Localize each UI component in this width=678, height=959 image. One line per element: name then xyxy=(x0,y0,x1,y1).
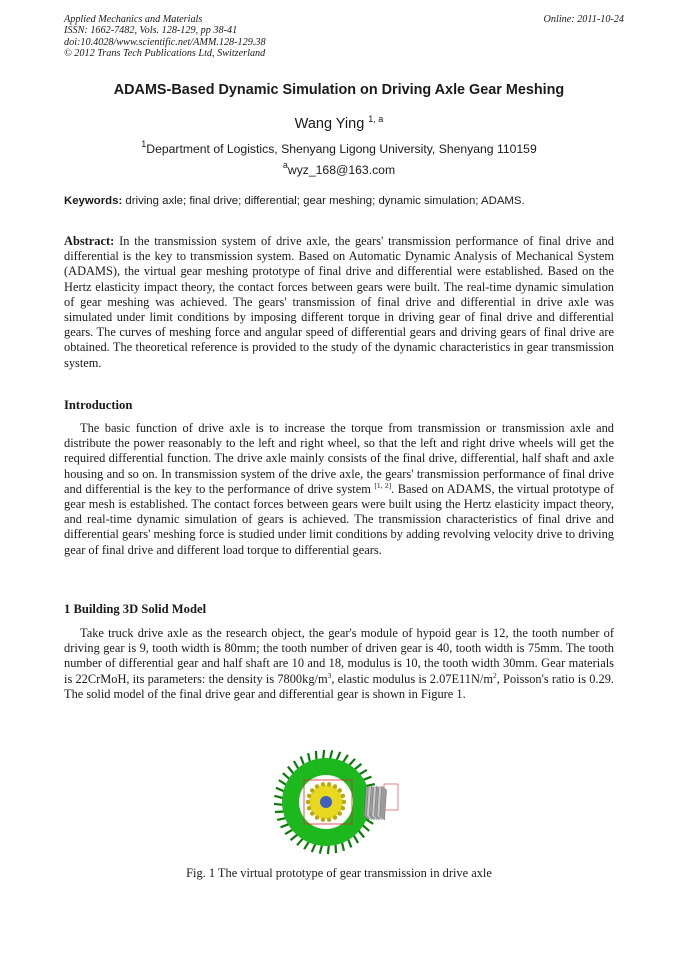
differential-gear-tooth xyxy=(310,811,314,815)
intro-text-2: . Based on ADAMS, the virtual prototype of gear mesh is established. The contact forces between gears were built using the Hertz elasticity impact theory, and real-time dynamic simulation of gears is achieved. The transmission characteristics of final drive and differential gears' meshing force is studied under limit conditions by adding revolving velocity drive to driving gear of final drive and different load torque to differential gears. xyxy=(64,481,614,557)
differential-gear-tooth xyxy=(321,782,325,786)
affiliation-sup: 1 xyxy=(141,139,147,149)
running-header xyxy=(64,14,624,60)
differential-gear-tooth xyxy=(327,818,331,822)
s1-text-2: , elastic modulus is 2.07E11N/m xyxy=(331,671,494,686)
differential-gear-tooth xyxy=(338,788,342,792)
figure-caption: Fig. 1 The virtual prototype of gear transmission in drive axle xyxy=(186,866,492,880)
journal-name: Applied Mechanics and Materials xyxy=(64,14,203,25)
differential-gear-tooth xyxy=(306,800,310,804)
email-text[interactable]: wyz_168@163.com xyxy=(287,163,396,177)
differential-gear-tooth xyxy=(338,811,342,815)
author-name: Wang Ying xyxy=(294,116,365,132)
paper-title: ADAMS-Based Dynamic Simulation on Driving Axle Gear Meshing xyxy=(113,82,565,98)
copyright: © 2012 Trans Tech Publications Ltd, Switzerland xyxy=(64,48,266,60)
section1-paragraph xyxy=(64,626,614,702)
differential-gear-tooth xyxy=(307,794,311,798)
keywords-text: driving axle; final drive; differential; gear meshing; dynamic simulation; ADAMS. xyxy=(125,195,525,207)
intro-text-1: The basic function of drive axle is to increase the torque from transmission or transmission axle and distribute the power reasonably to the left and right wheel, so that the left and right drive wheels will get the required differential function. The drive axle mainly consists of the final drive, differential, half shaft and axle housing and so on. In transmission system of the drive axle, the gears' transmission performance of final drive and differential is the key to the performance of drive system xyxy=(64,421,614,496)
intro-citation[interactable]: [1, 2] xyxy=(374,480,392,490)
abstract-label: Abstract: xyxy=(64,234,115,248)
affiliation-text: Department of Logistics, Shenyang Ligong University, Shenyang 110159 xyxy=(146,142,537,156)
introduction-heading: Introduction xyxy=(64,398,133,412)
s1-sup-1: 3 xyxy=(327,670,332,680)
keywords xyxy=(64,195,614,207)
abstract-text: In the transmission system of drive axle, the gears' transmission performance of final drive and differential is the key to transmission system. Based on Automatic Dynamic Analysis of Mechanical System (ADAMS), the virtual gear meshing prototype of final drive and differential were established. Based on the Hertz elasticity impact theory, the contact forces between gears were built. The real-time dynamic simulation of gear meshing was achieved. The gears' transmission of final drive and differential in drive axle was simulated under limit conditions by imposing different torque in driving gear of final drive and differential gears. The curves of meshing force and angular speed of differential gears and driving gears of final drive are obtained. The theoretical reference is provided to the study of the dynamic characteristics in gear transmission system. xyxy=(64,234,614,370)
differential-hub xyxy=(320,796,332,808)
differential-gear-tooth xyxy=(310,788,314,792)
author xyxy=(0,114,678,132)
s1-sup-2: 2 xyxy=(493,670,497,680)
abstract xyxy=(64,234,614,371)
introduction-paragraph xyxy=(64,421,614,558)
differential-gear-tooth xyxy=(315,784,319,788)
pinion-gear xyxy=(364,786,387,820)
differential-gear-tooth xyxy=(341,794,345,798)
differential-gear-tooth xyxy=(333,784,337,788)
differential-gear-tooth xyxy=(327,782,331,786)
differential-gear-tooth xyxy=(321,818,325,822)
email xyxy=(0,160,678,177)
author-sup: 1, a xyxy=(368,114,384,124)
differential-gear-tooth xyxy=(307,806,311,810)
email-sup: a xyxy=(282,160,288,170)
s1-text-1: Take truck drive axle as the research object, the gear's module of hypoid gear is 12, the tooth number of driving gear is 9, tooth width is 80mm; the tooth number of driven gear is 40, tooth width is 75mm. The tooth number of differential gear and half shaft are 10 and 18, modulus is 10, the tooth width 30mm. Gear materials is 22CrMoH, its parameters: the density is 7800kg/m xyxy=(64,626,614,686)
differential-gear-tooth xyxy=(333,815,337,819)
differential-gear-tooth xyxy=(315,815,319,819)
differential-gear-tooth xyxy=(341,806,345,810)
s1-text-3: , Poisson's ratio is 0.29. The solid model of the final drive gear and differential gear is shown in Figure 1. xyxy=(64,671,614,701)
keywords-label: Keywords: xyxy=(64,195,123,207)
doi[interactable]: doi:10.4028/www.scientific.net/AMM.128-129.38 xyxy=(64,36,266,48)
online-date: Online: 2011-10-24 xyxy=(543,14,624,25)
gear-prototype-figure xyxy=(266,746,412,858)
differential-gear-tooth xyxy=(342,800,346,804)
section1-heading: 1 Building 3D Solid Model xyxy=(64,602,207,616)
issn: ISSN: 1662-7482, Vols. 128-129, pp 38-41 xyxy=(64,25,238,37)
affiliation xyxy=(0,139,678,156)
